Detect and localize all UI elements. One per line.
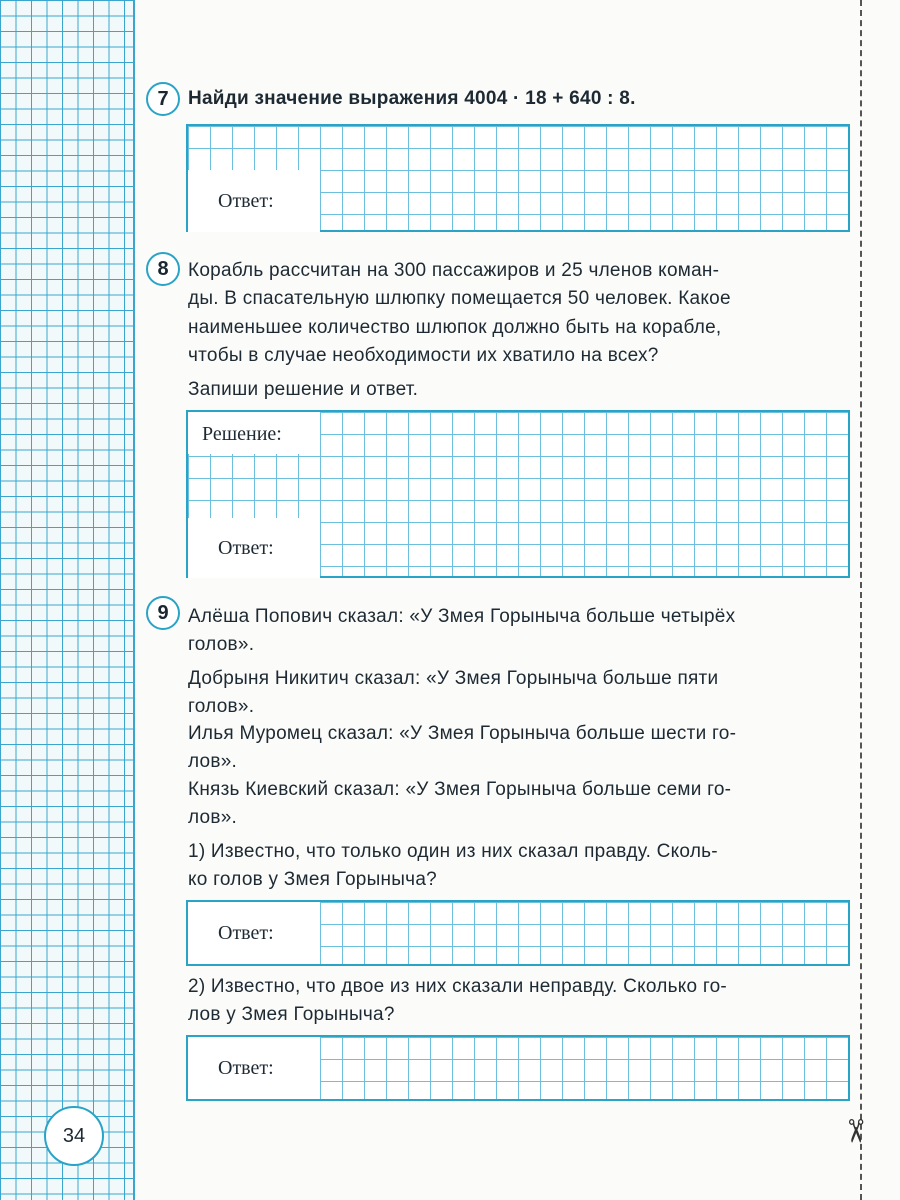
margin-grid [0, 0, 135, 1200]
task-9-q1-answer-grid[interactable] [186, 900, 850, 966]
page-number: 34 [44, 1106, 104, 1166]
task-8-line-2: ды. В спасательную шлюпку помещается 50 человек. Какое [188, 288, 731, 309]
task-8-solution-label: Решение: [188, 412, 320, 454]
task-8-number: 8 [146, 252, 180, 286]
task-9-q2-line-1: 2) Известно, что двое из них сказали неправду. Сколько го- [188, 976, 728, 997]
task-9-statement-4-line-1: Князь Киевский сказал: «У Змея Горыныча больше семи го- [188, 779, 732, 800]
cut-line [860, 0, 862, 1200]
task-9-statement-3-line-2: лов». [188, 751, 238, 772]
task-9-number: 9 [146, 596, 180, 630]
task-9-q1-answer-label: Ответ: [188, 902, 320, 964]
task-8-answer-label: Ответ: [188, 518, 320, 578]
task-8-solution-grid[interactable] [186, 410, 850, 578]
task-9-statement-2-line-2: голов». [188, 696, 255, 717]
task-9-q1-line-2: ко голов у Змея Горыныча? [188, 869, 437, 890]
task-9-statement-1-line-1: Алёша Попович сказал: «У Змея Горыныча больше четырёх [188, 606, 736, 627]
task-7-answer-grid[interactable] [186, 124, 850, 232]
scissors-icon: ✂ [836, 1117, 875, 1145]
task-9-statement-1-line-2: голов». [188, 634, 255, 655]
task-7-number: 7 [146, 82, 180, 116]
task-9-q2-answer-label: Ответ: [188, 1037, 320, 1099]
task-7-answer-label: Ответ: [188, 170, 320, 232]
task-8-line-3: наименьшее количество шлюпок должно быть на корабле, [188, 317, 722, 338]
task-9-q2-answer-grid[interactable] [186, 1035, 850, 1101]
task-9-q2-line-2: лов у Змея Горыныча? [188, 1004, 395, 1025]
task-7-prompt: Найди значение выражения 4004 · 18 + 640 : 8. [188, 88, 636, 109]
task-8-line-1: Корабль рассчитан на 300 пассажиров и 25 членов коман- [188, 260, 720, 281]
task-8-instruction: Запиши решение и ответ. [188, 379, 419, 400]
task-9-statement-4-line-2: лов». [188, 807, 238, 828]
task-9-q1-line-1: 1) Известно, что только один из них сказал правду. Сколь- [188, 841, 718, 862]
task-8-line-4: чтобы в случае необходимости их хватило на всех? [188, 345, 659, 366]
task-9-statement-2-line-1: Добрыня Никитич сказал: «У Змея Горыныча больше пяти [188, 668, 719, 689]
task-9-statement-3-line-1: Илья Муромец сказал: «У Змея Горыныча больше шести го- [188, 723, 737, 744]
